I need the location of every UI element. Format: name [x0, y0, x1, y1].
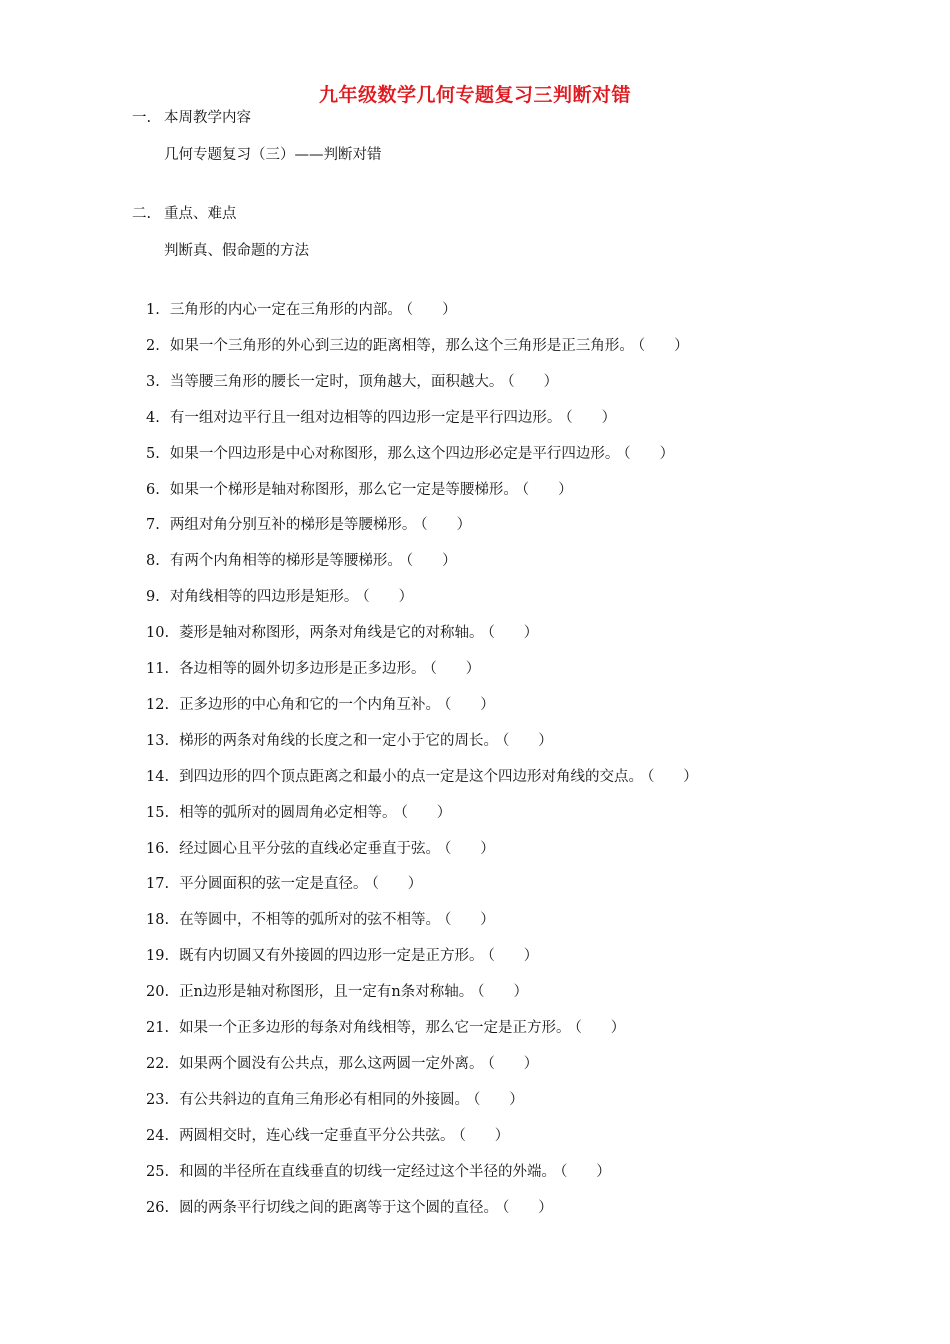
- answer-blank[interactable]: （ ）: [521, 481, 573, 498]
- question-text: 对角线相等的四边形是矩形。: [169, 589, 359, 606]
- question-item: [146, 839, 495, 859]
- question-text: 各边相等的圆外切多边形是正多边形。: [179, 661, 426, 677]
- question-item: [146, 1198, 553, 1218]
- section-2-heading: [132, 204, 237, 224]
- question-text: 如果一个三角形的外心到三边的距离相等，那么这个三角形是正三角形。: [169, 337, 634, 354]
- question-number: 14.: [146, 768, 170, 785]
- answer-blank[interactable]: （ ）: [400, 804, 452, 821]
- question-text: 有公共斜边的直角三角形必有相同的外接圆。: [179, 1091, 470, 1108]
- question-text: 和圆的半径所在直线垂直的切线一定经过这个半径的外端。: [179, 1163, 557, 1180]
- question-number: 9.: [146, 589, 160, 606]
- question-text: 正n边形是轴对称图形，且一定有n条对称轴。: [179, 984, 474, 1001]
- question-number: 24.: [146, 1127, 170, 1144]
- answer-blank[interactable]: （ ）: [444, 840, 495, 857]
- question-item: [146, 623, 538, 643]
- question-item: [146, 946, 538, 966]
- question-text: 平分圆面积的弦一定是直径。: [179, 876, 368, 893]
- question-text: 三角形的内心一定在三角形的内部。: [169, 302, 402, 318]
- question-number: 11.: [146, 661, 170, 677]
- question-item: [146, 408, 616, 428]
- answer-blank[interactable]: （ ）: [444, 912, 495, 929]
- question-item: [146, 1018, 625, 1038]
- question-text: 如果一个四边形是中心对称图形，那么这个四边形必定是平行四边形。: [169, 445, 620, 462]
- question-number: 15.: [146, 804, 170, 821]
- question-number: 5.: [146, 445, 160, 462]
- answer-blank[interactable]: （ ）: [574, 1020, 626, 1036]
- question-item: [146, 1054, 538, 1074]
- question-item: [146, 910, 495, 930]
- question-number: 2.: [146, 337, 160, 354]
- section-heading-text: 本周教学内容: [164, 110, 251, 126]
- answer-blank[interactable]: （ ）: [623, 445, 675, 462]
- question-text: 如果两个圆没有公共点，那么这两圆一定外离。: [179, 1055, 484, 1072]
- question-item: [146, 551, 457, 571]
- question-item: [146, 767, 698, 787]
- question-number: 25.: [146, 1163, 170, 1180]
- answer-blank[interactable]: （ ）: [507, 373, 559, 390]
- question-text: 两圆相交时，连心线一定垂直平分公共弦。: [179, 1127, 455, 1144]
- question-number: 3.: [146, 373, 160, 390]
- question-number: 22.: [146, 1055, 170, 1072]
- question-text: 梯形的两条对角线的长度之和一定小于它的周长。: [179, 732, 499, 749]
- question-number: 7.: [146, 517, 160, 534]
- question-number: 1.: [146, 302, 160, 318]
- question-number: 16.: [146, 840, 170, 857]
- section-number: 二.: [132, 206, 152, 222]
- question-text: 经过圆心且平分弦的直线必定垂直于弦。: [179, 840, 441, 857]
- question-item: [146, 695, 495, 715]
- question-number: 8.: [146, 553, 160, 570]
- document-title: 九年级数学几何专题复习三判断对错: [318, 84, 631, 106]
- question-item: [146, 659, 480, 679]
- answer-blank[interactable]: （ ）: [647, 768, 698, 785]
- question-item: [146, 874, 422, 894]
- answer-blank[interactable]: （ ）: [565, 409, 617, 426]
- question-number: 23.: [146, 1091, 170, 1108]
- question-item: [146, 480, 573, 500]
- question-text: 既有内切圆又有外接圆的四边形一定是正方形。: [179, 948, 484, 965]
- question-item: [146, 515, 471, 535]
- question-text: 到四边形的四个顶点距离之和最小的点一定是这个四边形对角线的交点。: [179, 768, 644, 785]
- question-number: 18.: [146, 912, 170, 929]
- question-item: [146, 982, 528, 1002]
- question-text: 有一组对边平行且一组对边相等的四边形一定是平行四边形。: [169, 409, 562, 426]
- answer-blank[interactable]: （ ）: [477, 984, 528, 1001]
- answer-blank[interactable]: （ ）: [502, 1199, 553, 1216]
- answer-blank[interactable]: （ ）: [487, 625, 539, 642]
- answer-blank[interactable]: （ ）: [473, 1091, 524, 1108]
- section-number: 一.: [132, 110, 152, 126]
- answer-blank[interactable]: （ ）: [405, 553, 457, 570]
- question-text: 正多边形的中心角和它的一个内角互补。: [179, 696, 441, 713]
- question-text: 相等的弧所对的圆周角必定相等。: [179, 804, 397, 821]
- question-item: [146, 444, 674, 464]
- question-text: 在等圆中，不相等的弧所对的弦不相等。: [179, 912, 441, 929]
- answer-blank[interactable]: （ ）: [371, 876, 423, 893]
- question-number: 13.: [146, 732, 170, 749]
- question-item: [146, 300, 457, 320]
- answer-blank[interactable]: （ ）: [560, 1163, 611, 1180]
- question-number: 26.: [146, 1199, 170, 1216]
- question-number: 17.: [146, 876, 170, 893]
- question-number: 4.: [146, 409, 160, 426]
- question-number: 10.: [146, 625, 170, 642]
- section-heading-text: 重点、难点: [164, 206, 237, 222]
- answer-blank[interactable]: （ ）: [420, 517, 472, 534]
- question-item: [146, 803, 451, 823]
- answer-blank[interactable]: （ ）: [405, 302, 457, 318]
- question-item: [146, 1162, 611, 1182]
- question-text: 圆的两条平行切线之间的距离等于这个圆的直径。: [179, 1199, 499, 1216]
- question-item: [146, 587, 413, 607]
- question-text: 两组对角分别互补的梯形是等腰梯形。: [169, 517, 417, 534]
- answer-blank[interactable]: （ ）: [429, 661, 481, 677]
- question-item: [146, 1126, 509, 1146]
- section-1-body: 几何专题复习（三）——判断对错: [164, 147, 382, 163]
- answer-blank[interactable]: （ ）: [487, 948, 539, 965]
- answer-blank[interactable]: （ ）: [444, 696, 495, 713]
- question-number: 21.: [146, 1020, 170, 1036]
- question-text: 有两个内角相等的梯形是等腰梯形。: [169, 553, 402, 570]
- question-text: 如果一个梯形是轴对称图形，那么它一定是等腰梯形。: [169, 481, 518, 498]
- question-item: [146, 1090, 524, 1110]
- answer-blank[interactable]: （ ）: [502, 732, 553, 749]
- question-number: 6.: [146, 481, 160, 498]
- question-item: [146, 372, 558, 392]
- answer-blank[interactable]: （ ）: [637, 337, 689, 354]
- question-number: 19.: [146, 948, 170, 965]
- question-text: 菱形是轴对称图形，两条对角线是它的对称轴。: [179, 625, 484, 642]
- question-number: 20.: [146, 984, 170, 1001]
- answer-blank[interactable]: （ ）: [458, 1127, 510, 1144]
- question-number: 12.: [146, 696, 170, 713]
- question-item: [146, 336, 689, 356]
- answer-blank[interactable]: （ ）: [487, 1055, 539, 1072]
- question-item: [146, 731, 553, 751]
- question-text: 如果一个正多边形的每条对角线相等，那么它一定是正方形。: [179, 1020, 571, 1036]
- section-1-heading: [132, 108, 251, 128]
- answer-blank[interactable]: （ ）: [362, 589, 414, 606]
- question-text: 当等腰三角形的腰长一定时，顶角越大，面积越大。: [169, 373, 504, 390]
- section-2-body: 判断真、假命题的方法: [164, 243, 309, 259]
